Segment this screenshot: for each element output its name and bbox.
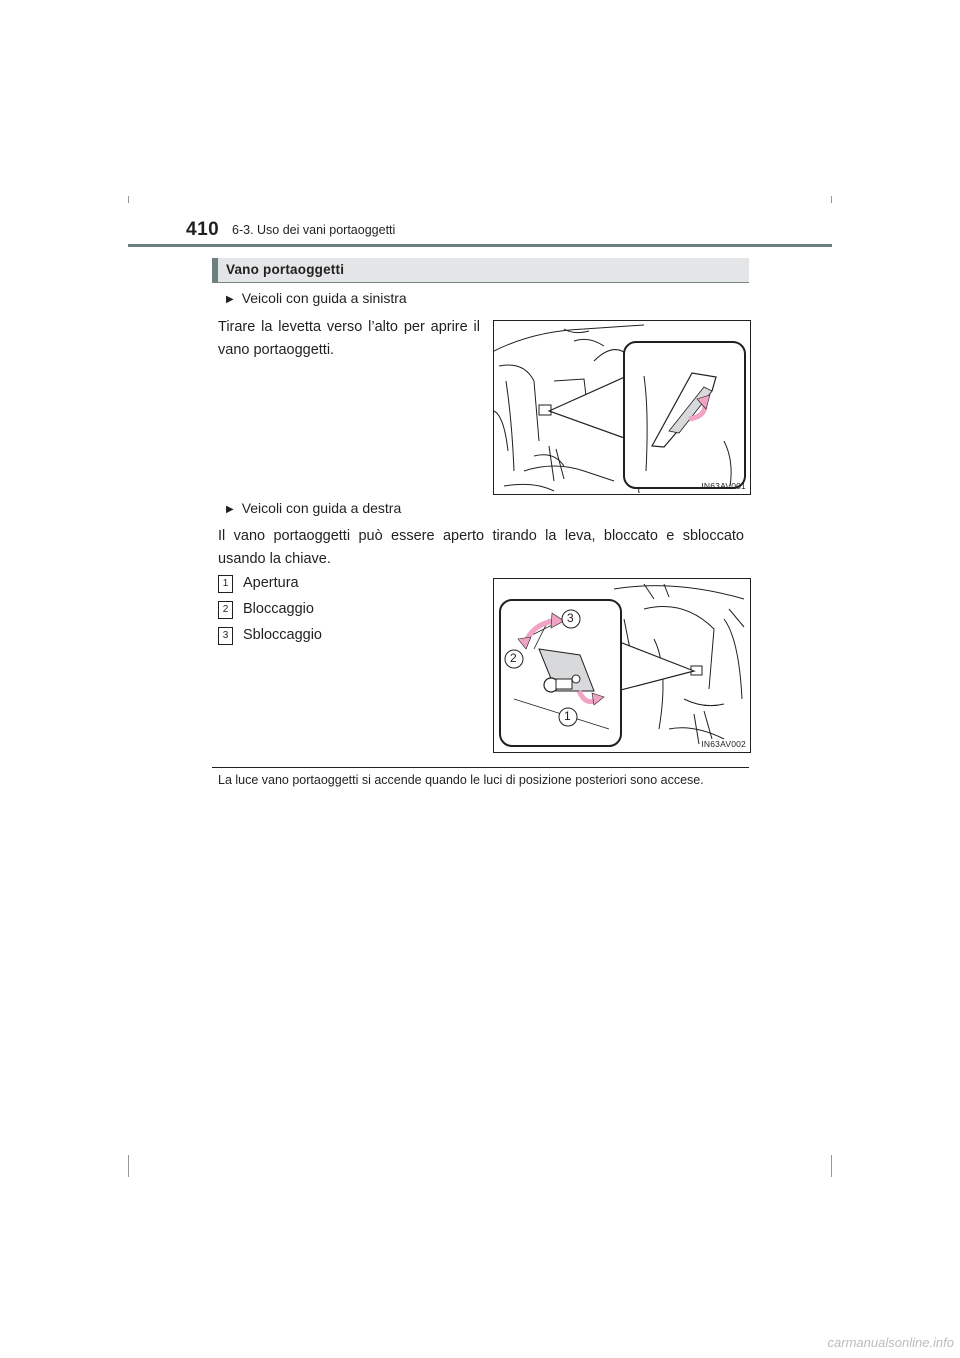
triangle-bullet-icon: ▶	[226, 294, 234, 305]
item-label: Sbloccaggio	[243, 627, 322, 643]
crop-mark	[831, 1155, 832, 1177]
item-label: Bloccaggio	[243, 601, 314, 617]
page-number: 410	[186, 219, 220, 240]
rhd-heading	[226, 500, 401, 516]
figure-lhd-glovebox	[493, 320, 751, 495]
lhd-dashboard-illustration	[494, 321, 750, 494]
rhd-heading-text: Veicoli con guida a destra	[241, 500, 402, 516]
lhd-heading	[226, 290, 407, 306]
figure-rhd-glovebox	[493, 578, 751, 753]
item-number: 3	[218, 627, 233, 645]
item-label: Apertura	[243, 575, 299, 591]
lhd-instruction: Tirare la levetta verso l’alto per aprire il vano portaoggetti.	[218, 319, 480, 358]
running-head: 6-3. Uso dei vani portaoggetti	[232, 223, 396, 237]
crop-mark	[128, 196, 129, 203]
crop-mark	[128, 1155, 129, 1177]
rhd-dashboard-illustration	[494, 579, 750, 752]
note-rule	[212, 767, 749, 768]
section-title-bar	[212, 258, 749, 283]
section-title: Vano portaoggetti	[226, 262, 345, 277]
watermark: carmanualsonline.info	[827, 1335, 954, 1350]
rhd-instruction: Il vano portaoggetti può essere aperto tirando la leva, bloccato e sbloccato usando la chiave.	[218, 528, 744, 567]
callout-label: 3	[567, 611, 574, 625]
crop-mark	[831, 196, 832, 203]
note-text: La luce vano portaoggetti si accende quando le luci di posizione posteriori sono accese.	[218, 773, 704, 787]
list-item	[218, 601, 314, 619]
list-item	[218, 575, 299, 593]
figure-code: IN63AV002	[701, 739, 746, 749]
section-accent	[212, 258, 218, 282]
header-rule	[128, 244, 832, 247]
item-number: 2	[218, 601, 233, 619]
callout-label: 2	[510, 651, 517, 665]
list-item	[218, 627, 322, 645]
triangle-bullet-icon: ▶	[226, 504, 234, 515]
item-number: 1	[218, 575, 233, 593]
figure-code: IN63AV001	[701, 481, 746, 491]
lhd-heading-text: Veicoli con guida a sinistra	[241, 290, 407, 306]
callout-label: 1	[564, 709, 571, 723]
